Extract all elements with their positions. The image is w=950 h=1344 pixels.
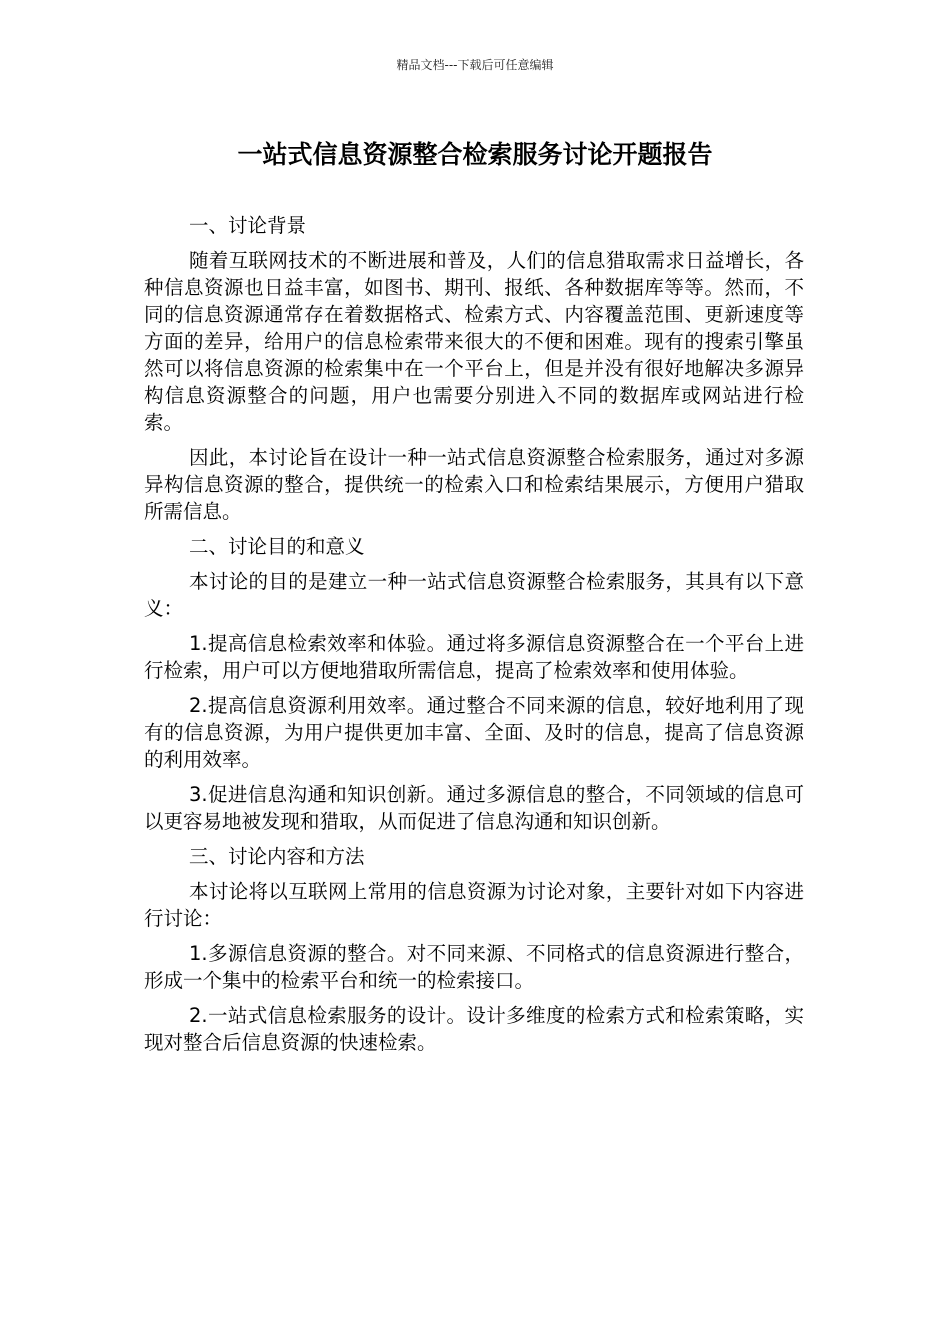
list-item-purpose-2: 2.提高信息资源利用效率。通过整合不同来源的信息，较好地利用了现有的信息资源，为用户提供更加丰富、全面、及时的信息，提高了信息资源的利用效率。	[144, 694, 804, 771]
list-item-purpose-3: 3.促进信息沟通和知识创新。通过多源信息的整合，不同领域的信息可以更容易地被发现和猎取，从而促进了信息沟通和知识创新。	[144, 783, 804, 833]
paragraph-background-1: 随着互联网技术的不断进展和普及，人们的信息猎取需求日益增长，各种信息资源也日益丰富，如图书、期刊、报纸、各种数据库等等。然而，不同的信息资源通常存在着数据格式、检索方式、内容覆盖范围、更新速度等方面的差异，给用户的信息检索带来很大的不便和困难。现有的搜索引擎虽然可以将信息资源的检索集中在一个平台上，但是并没有很好地解决多源异构信息资源整合的问题，用户也需要分别进入不同的数据库或网站进行检索。	[144, 249, 804, 434]
paragraph-content-intro: 本讨论将以互联网上常用的信息资源为讨论对象，主要针对如下内容进行讨论：	[144, 880, 804, 930]
section-heading-content-methods: 三、讨论内容和方法	[189, 845, 365, 868]
document-title: 一站式信息资源整合检索服务讨论开题报告	[237, 140, 713, 169]
document-body	[144, 212, 804, 1064]
header-note: 精品文档---下载后可任意编辑	[396, 58, 554, 72]
list-item-content-2: 2.一站式信息检索服务的设计。设计多维度的检索方式和检索策略，实现对整合后信息资源的快速检索。	[144, 1004, 804, 1054]
list-item-purpose-1: 1.提高信息检索效率和体验。通过将多源信息资源整合在一个平台上进行检索，用户可以方便地猎取所需信息，提高了检索效率和使用体验。	[144, 632, 804, 682]
section-heading-purpose: 二、讨论目的和意义	[189, 535, 365, 558]
paragraph-purpose-intro: 本讨论的目的是建立一种一站式信息资源整合检索服务，其具有以下意义：	[144, 570, 804, 620]
paragraph-background-2: 因此，本讨论旨在设计一种一站式信息资源整合检索服务，通过对多源异构信息资源的整合，提供统一的检索入口和检索结果展示，方便用户猎取所需信息。	[144, 446, 804, 523]
list-item-content-1: 1.多源信息资源的整合。对不同来源、不同格式的信息资源进行整合，形成一个集中的检索平台和统一的检索接口。	[144, 942, 804, 992]
section-heading-background: 一、讨论背景	[189, 214, 307, 237]
